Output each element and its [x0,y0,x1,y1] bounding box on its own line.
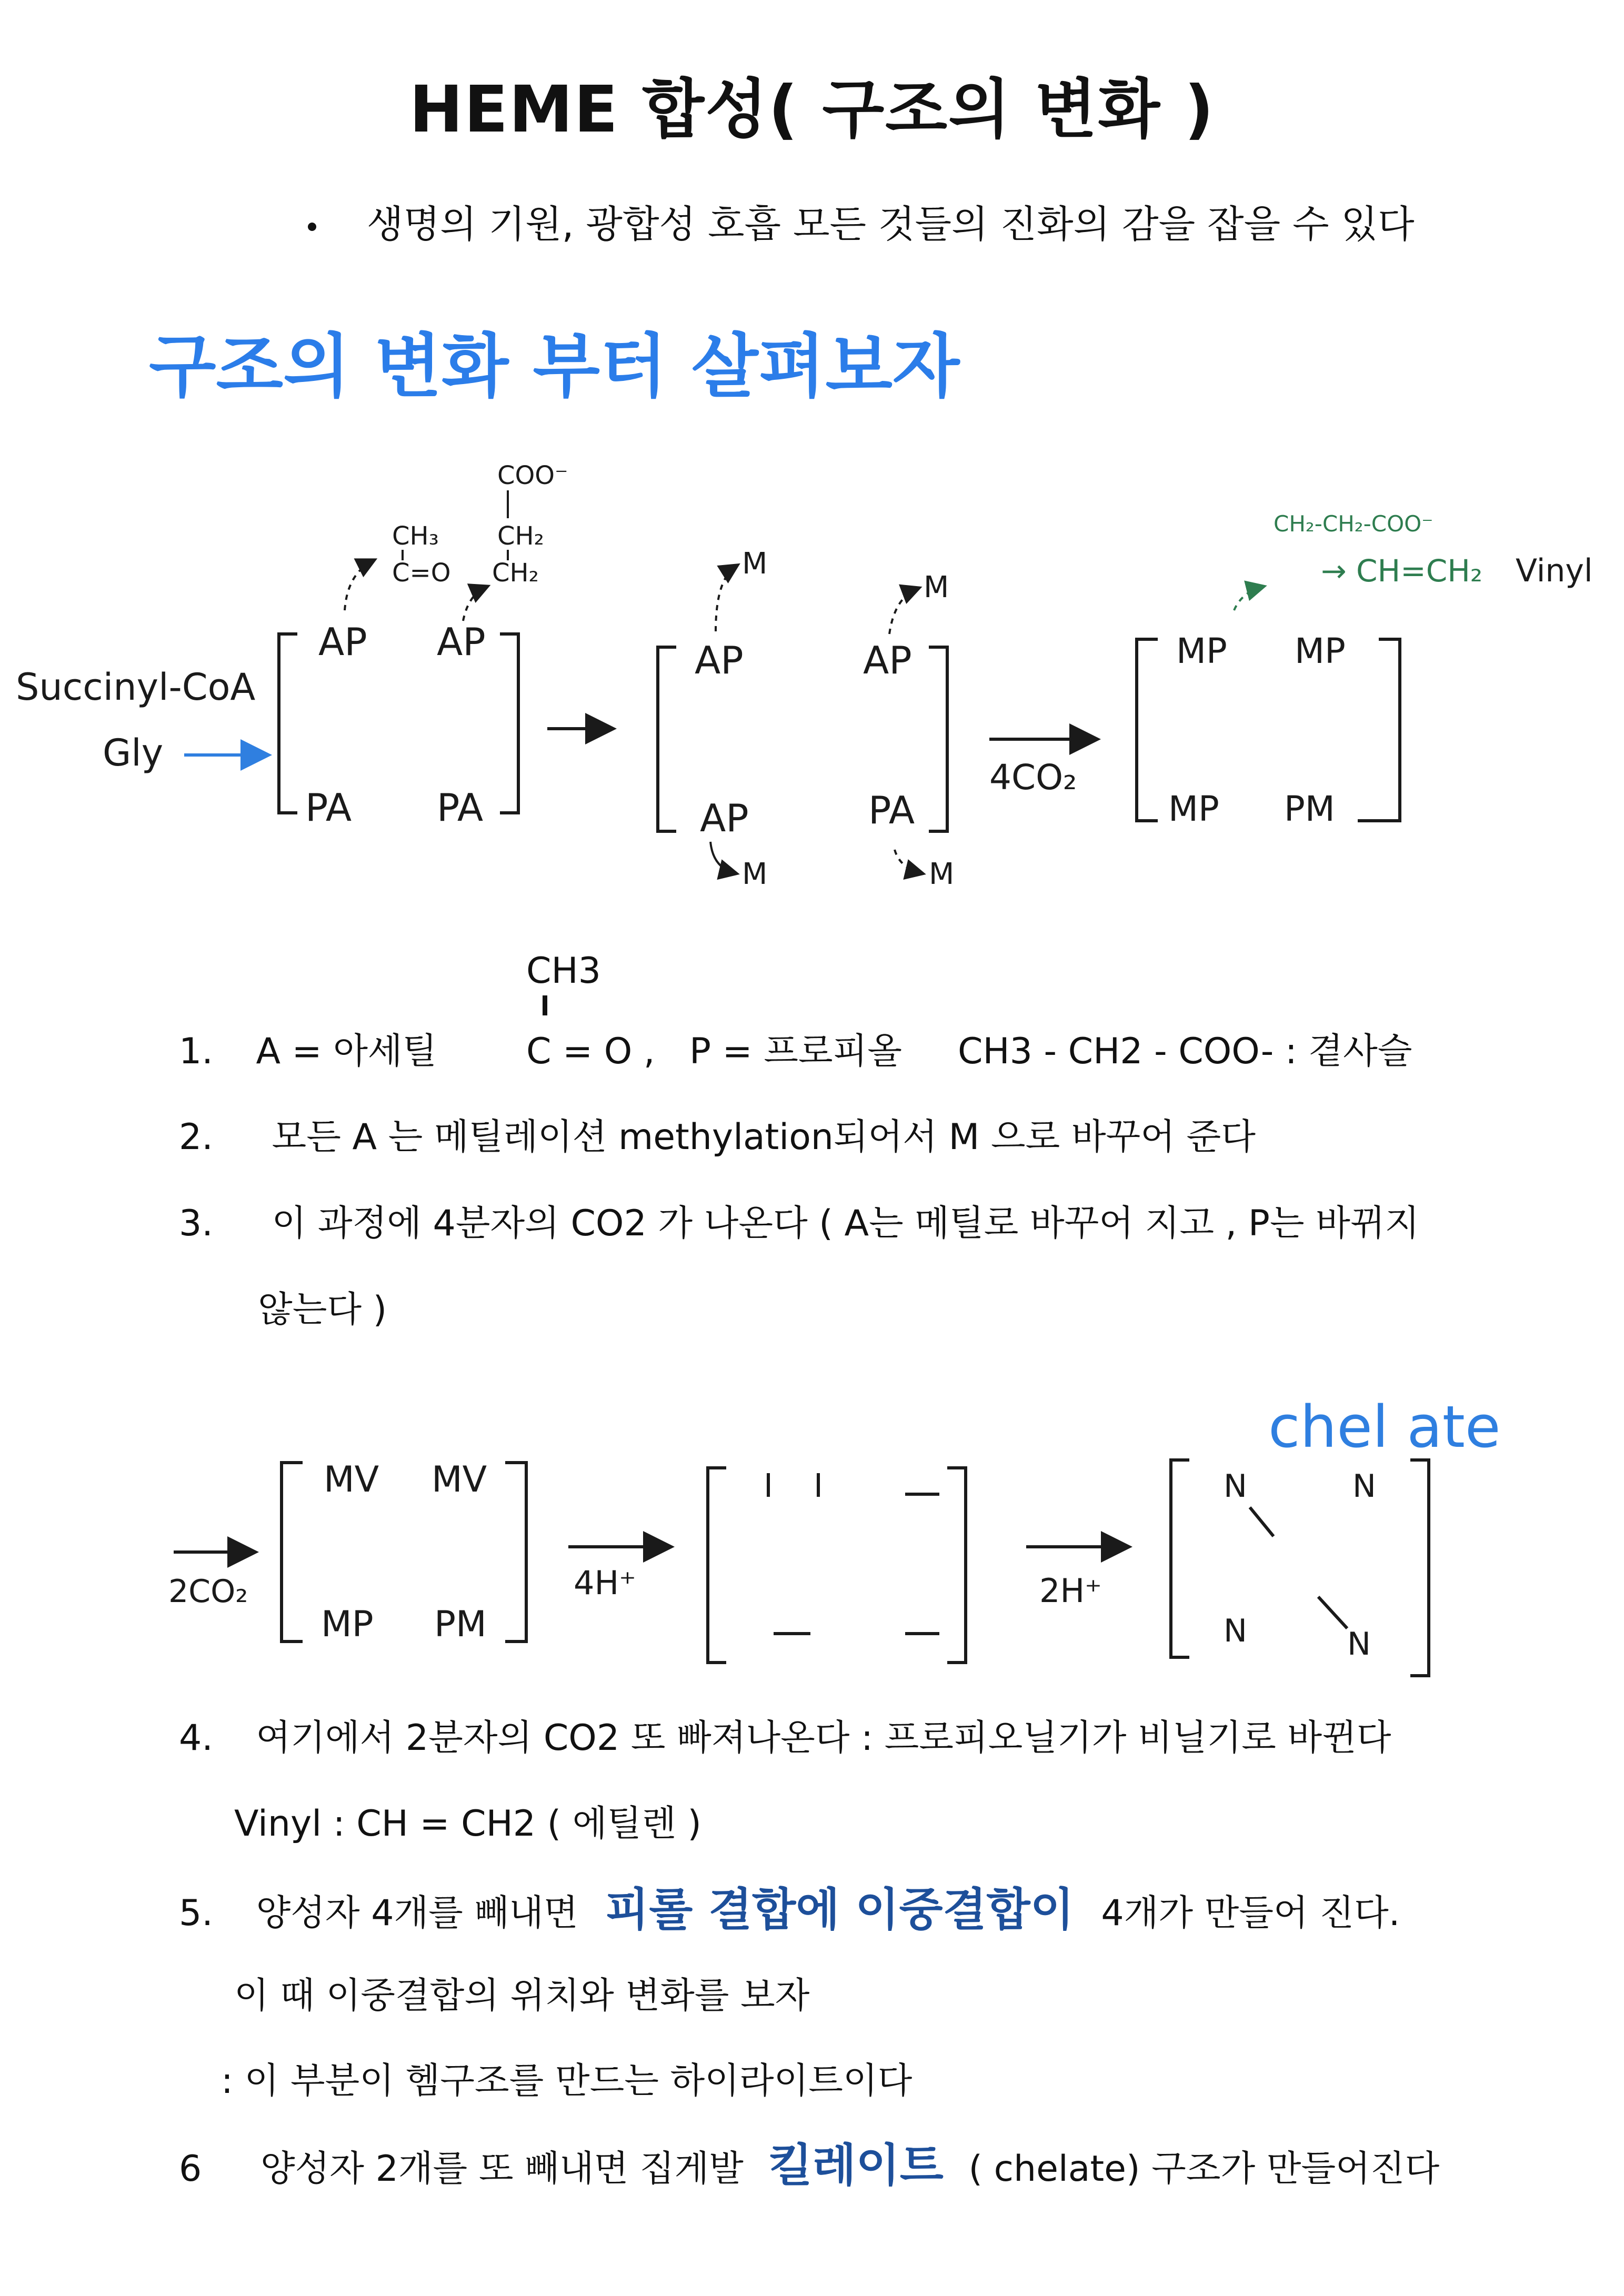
d2-b1-tl: MV [324,1459,379,1501]
b3-tr: MP [1295,631,1346,671]
ch3-above: CH3 [526,950,601,992]
b2-tr: AP [863,638,912,682]
b1-bl: PA [305,786,352,830]
list-item-5-cont1: 이 때 이중결합의 위치와 변화를 보자 [234,1975,810,2017]
d2-b1-bl: MP [321,1604,374,1645]
highlight-double-bond: 피롤 결합에 이중결합이 [605,1884,1074,1936]
d2-b3-tl: N [1224,1468,1247,1505]
bond-tick [543,995,547,1015]
arrow-2h-label: 2H⁺ [1039,1572,1102,1610]
d2-b3-bl: N [1224,1613,1247,1649]
arrow-2co2-label: 2CO₂ [168,1573,248,1610]
list-item-1: 1. A = 아세틸 [179,1031,437,1072]
b2-br: PA [868,788,915,832]
d2-b1-br: PM [434,1604,487,1645]
list-item-3-cont: 않는다 ) [258,1289,387,1331]
list-item-4: 4. 여기에서 2분자의 CO2 또 빠져나온다 : 프로피오닐기가 비닐기로 바뀐다 [179,1717,1391,1759]
b1-br: PA [437,786,484,830]
bullet-text: 생명의 기원, 광합성 호흡 모든 것들의 진화의 감을 잡을 수 있다 [367,202,1415,246]
b3-br: PM [1284,789,1335,829]
green-chain-label: CH₂-CH₂-COO⁻ [1274,511,1433,537]
ch2-label-b: CH₂ [492,558,539,588]
m-label-3: M [742,857,768,891]
list-item-5: 5. 양성자 4개를 빼내면 피롤 결합에 이중결합이 4개가 만들어 진다. [179,1884,1400,1936]
list-item-1-p: P = 프로피올 [689,1031,902,1072]
co-label: C=O [392,558,451,588]
list-item-1-co: C = O , [526,1031,655,1072]
highlight-chelate: 킬레이트 [768,2139,944,2192]
list-item-5-cont2: : 이 부분이 헴구조를 만드는 하이라이트이다 [221,2060,913,2102]
d2-b1-tr: MV [432,1459,487,1501]
b3-bl: MP [1168,789,1219,829]
page-title: HEME 합성( 구조의 변화 ) [409,72,1215,147]
bullet-dot [308,223,316,231]
m-label-4: M [929,857,955,891]
ch3-label: CH₃ [392,521,439,551]
arrow-2-label: 4CO₂ [989,757,1077,798]
chelate-label: chel ate [1268,1393,1501,1461]
diagram-methylation [0,452,1624,905]
m-label-2: M [924,570,949,605]
diagram-chelate [0,1389,1624,1694]
b3-tl: MP [1176,631,1227,671]
section-heading: 구조의 변화 부터 살펴보자 [149,326,960,407]
green-vinyl-formula: → CH=CH₂ [1321,553,1483,589]
list-item-4-cont: Vinyl : CH = CH2 ( 에틸렌 ) [234,1803,701,1845]
m-label-1: M [742,547,768,581]
list-item-2: 2. 모든 A 는 메틸레이션 methylation되어서 M 으로 바꾸어 준다 [179,1116,1256,1158]
b2-bl: AP [700,796,749,840]
succinyl-label: Succinyl-CoA [16,666,256,709]
b2-tl: AP [695,638,744,682]
list-item-3: 3. 이 과정에 4분자의 CO2 가 나온다 ( A는 메틸로 바꾸어 지고 , P는 바뀌지 [179,1203,1420,1244]
coo-label: COO⁻ [497,461,568,490]
d2-b3-br: N [1347,1626,1371,1663]
arrow-4h-label: 4H⁺ [574,1564,636,1602]
b1-tr: AP [437,620,486,664]
vinyl-label: Vinyl [1516,552,1593,589]
ch2-label-a: CH₂ [497,521,544,551]
list-item-1-sidechain: CH3 - CH2 - COO- : 곁사슬 [958,1031,1412,1072]
gly-label: Gly [103,731,164,774]
b1-tl: AP [318,620,367,664]
bullet-line [308,194,1415,248]
list-item-6: 6 양성자 2개를 또 빼내면 집게발 킬레이트 ( chelate) 구조가 만들어진다 [179,2139,1440,2192]
d2-b3-tr: N [1352,1468,1376,1505]
